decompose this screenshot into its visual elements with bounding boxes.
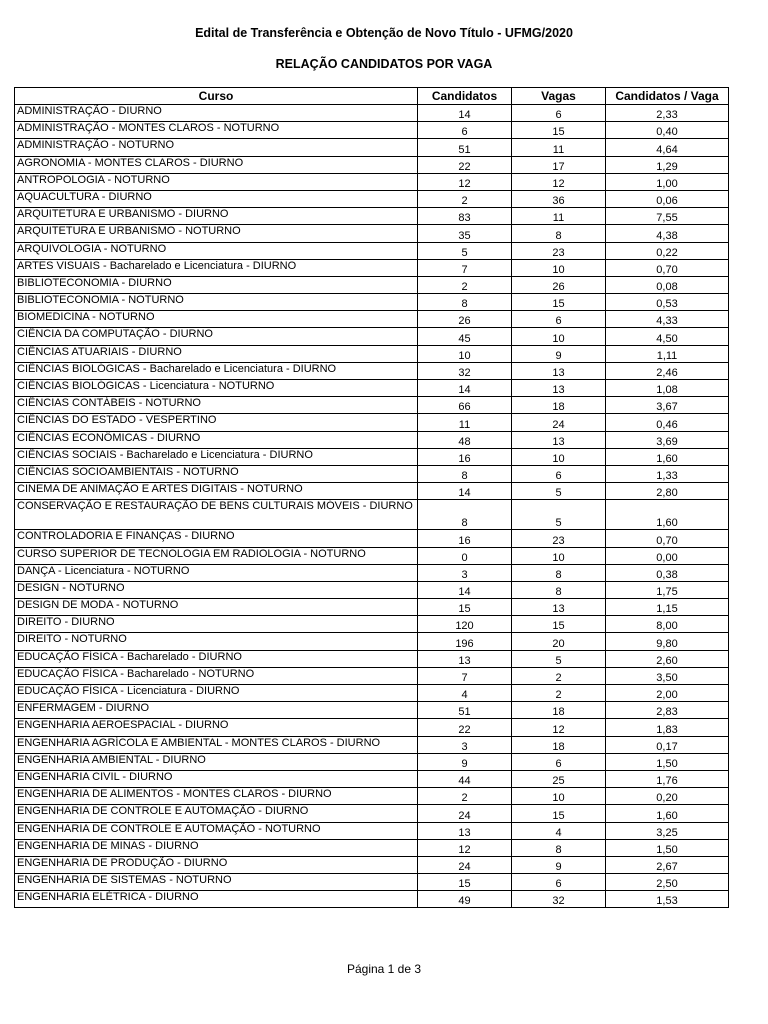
vacancies-cell: 2 xyxy=(512,685,606,702)
course-name-cell: DESIGN - NOTURNO xyxy=(15,581,418,598)
candidates-cell: 2 xyxy=(418,276,512,293)
course-name-cell: CIÊNCIA DA COMPUTAÇÃO - DIURNO xyxy=(15,328,418,345)
course-name-cell: ENGENHARIA CIVIL - DIURNO xyxy=(15,770,418,787)
candidates-cell: 26 xyxy=(418,311,512,328)
vacancies-cell: 15 xyxy=(512,122,606,139)
table-row xyxy=(15,685,729,702)
ratio-cell: 7,55 xyxy=(606,208,729,225)
table-row xyxy=(15,242,729,259)
vacancies-cell: 6 xyxy=(512,753,606,770)
table-row xyxy=(15,448,729,465)
candidates-cell: 8 xyxy=(418,294,512,311)
candidates-cell: 16 xyxy=(418,530,512,547)
candidates-cell: 13 xyxy=(418,650,512,667)
ratio-cell: 1,60 xyxy=(606,448,729,465)
course-name-cell: CONSERVAÇÃO E RESTAURAÇÃO DE BENS CULTURAIS MÓVEIS - DIURNO xyxy=(15,500,418,530)
candidates-cell: 7 xyxy=(418,259,512,276)
course-name-cell: CIÊNCIAS SOCIOAMBIENTAIS - NOTURNO xyxy=(15,465,418,482)
ratio-cell: 1,29 xyxy=(606,156,729,173)
table-row xyxy=(15,839,729,856)
vacancies-cell: 13 xyxy=(512,362,606,379)
course-name-cell: ADMINISTRAÇÃO - NOTURNO xyxy=(15,139,418,156)
table-row xyxy=(15,667,729,684)
vacancies-cell: 12 xyxy=(512,173,606,190)
vacancies-cell: 18 xyxy=(512,397,606,414)
table-row xyxy=(15,564,729,581)
candidates-cell: 3 xyxy=(418,736,512,753)
candidates-cell: 13 xyxy=(418,822,512,839)
course-name-cell: DIREITO - DIURNO xyxy=(15,616,418,633)
candidates-cell: 48 xyxy=(418,431,512,448)
course-name-cell: CIÊNCIAS CONTÁBEIS - NOTURNO xyxy=(15,397,418,414)
vacancies-cell: 32 xyxy=(512,891,606,908)
table-header-row xyxy=(15,88,729,105)
vacancies-cell: 5 xyxy=(512,500,606,530)
vacancies-cell: 9 xyxy=(512,345,606,362)
vacancies-cell: 36 xyxy=(512,190,606,207)
vacancies-cell: 18 xyxy=(512,702,606,719)
course-name-cell: CINEMA DE ANIMAÇÃO E ARTES DIGITAIS - NOTURNO xyxy=(15,483,418,500)
candidates-cell: 4 xyxy=(418,685,512,702)
table-row xyxy=(15,547,729,564)
ratio-cell: 1,76 xyxy=(606,770,729,787)
table-row xyxy=(15,294,729,311)
table-row xyxy=(15,276,729,293)
table-row xyxy=(15,891,729,908)
vacancies-cell: 6 xyxy=(512,311,606,328)
vacancies-cell: 12 xyxy=(512,719,606,736)
ratio-cell: 1,60 xyxy=(606,805,729,822)
vacancies-cell: 25 xyxy=(512,770,606,787)
ratio-cell: 2,33 xyxy=(606,105,729,122)
vacancies-cell: 8 xyxy=(512,581,606,598)
ratio-cell: 0,53 xyxy=(606,294,729,311)
ratio-cell: 3,69 xyxy=(606,431,729,448)
column-header-curso: Curso xyxy=(15,88,418,105)
table-row xyxy=(15,616,729,633)
table-row xyxy=(15,311,729,328)
vacancies-cell: 13 xyxy=(512,599,606,616)
table-row xyxy=(15,581,729,598)
table-row xyxy=(15,259,729,276)
document-title: Edital de Transferência e Obtenção de Novo Título - UFMG/2020 xyxy=(195,26,573,40)
candidates-cell: 83 xyxy=(418,208,512,225)
ratio-cell: 1,15 xyxy=(606,599,729,616)
table-row xyxy=(15,483,729,500)
candidates-cell: 6 xyxy=(418,122,512,139)
course-name-cell: DANÇA - Licenciatura - NOTURNO xyxy=(15,564,418,581)
vacancies-cell: 13 xyxy=(512,431,606,448)
candidates-cell: 15 xyxy=(418,874,512,891)
course-name-cell: CURSO SUPERIOR DE TECNOLOGIA EM RADIOLOGIA - NOTURNO xyxy=(15,547,418,564)
course-name-cell: ARQUIVOLOGIA - NOTURNO xyxy=(15,242,418,259)
table-row xyxy=(15,190,729,207)
vacancies-cell: 5 xyxy=(512,650,606,667)
table-row xyxy=(15,736,729,753)
table-row xyxy=(15,362,729,379)
candidates-cell: 51 xyxy=(418,702,512,719)
course-name-cell: ENGENHARIA ELÉTRICA - DIURNO xyxy=(15,891,418,908)
candidates-cell: 24 xyxy=(418,805,512,822)
table-row xyxy=(15,465,729,482)
column-header-candidatos-por-vaga: Candidatos / Vaga xyxy=(606,88,729,105)
course-name-cell: ARQUITETURA E URBANISMO - NOTURNO xyxy=(15,225,418,242)
ratio-cell: 4,38 xyxy=(606,225,729,242)
candidates-cell: 196 xyxy=(418,633,512,650)
ratio-cell: 1,75 xyxy=(606,581,729,598)
candidates-cell: 120 xyxy=(418,616,512,633)
page-number: Página 1 de 3 xyxy=(346,962,422,976)
course-name-cell: ENGENHARIA DE PRODUÇÃO - DIURNO xyxy=(15,856,418,873)
candidates-cell: 22 xyxy=(418,156,512,173)
table-row xyxy=(15,753,729,770)
table-row xyxy=(15,139,729,156)
vacancies-cell: 11 xyxy=(512,208,606,225)
table-row xyxy=(15,414,729,431)
ratio-cell: 2,50 xyxy=(606,874,729,891)
vacancies-cell: 26 xyxy=(512,276,606,293)
table-body xyxy=(15,105,729,908)
candidates-cell: 8 xyxy=(418,465,512,482)
course-name-cell: AQUACULTURA - DIURNO xyxy=(15,190,418,207)
table-row xyxy=(15,822,729,839)
table-row xyxy=(15,719,729,736)
table-row xyxy=(15,702,729,719)
vacancies-cell: 10 xyxy=(512,328,606,345)
vacancies-cell: 10 xyxy=(512,547,606,564)
ratio-cell: 0,22 xyxy=(606,242,729,259)
vacancies-cell: 20 xyxy=(512,633,606,650)
vacancies-cell: 8 xyxy=(512,225,606,242)
course-name-cell: DIREITO - NOTURNO xyxy=(15,633,418,650)
candidates-cell: 9 xyxy=(418,753,512,770)
candidates-cell: 45 xyxy=(418,328,512,345)
ratio-cell: 0,17 xyxy=(606,736,729,753)
table-row xyxy=(15,599,729,616)
ratio-cell: 0,40 xyxy=(606,122,729,139)
ratio-cell: 2,60 xyxy=(606,650,729,667)
vacancies-cell: 18 xyxy=(512,736,606,753)
course-name-cell: ENGENHARIA DE MINAS - DIURNO xyxy=(15,839,418,856)
course-name-cell: ENGENHARIA AGRÍCOLA E AMBIENTAL - MONTES CLAROS - DIURNO xyxy=(15,736,418,753)
column-header-vagas: Vagas xyxy=(512,88,606,105)
candidates-cell: 2 xyxy=(418,190,512,207)
table-row xyxy=(15,500,729,530)
course-name-cell: EDUCAÇÃO FÍSICA - Bacharelado - NOTURNO xyxy=(15,667,418,684)
ratio-cell: 0,06 xyxy=(606,190,729,207)
ratio-cell: 1,83 xyxy=(606,719,729,736)
candidates-cell: 11 xyxy=(418,414,512,431)
candidates-table xyxy=(14,87,729,908)
candidates-cell: 2 xyxy=(418,788,512,805)
course-name-cell: ADMINISTRAÇÃO - MONTES CLAROS - NOTURNO xyxy=(15,122,418,139)
table-row xyxy=(15,380,729,397)
table-row xyxy=(15,122,729,139)
course-name-cell: EDUCAÇÃO FÍSICA - Bacharelado - DIURNO xyxy=(15,650,418,667)
vacancies-cell: 2 xyxy=(512,667,606,684)
ratio-cell: 1,00 xyxy=(606,173,729,190)
ratio-cell: 0,20 xyxy=(606,788,729,805)
ratio-cell: 0,46 xyxy=(606,414,729,431)
vacancies-cell: 6 xyxy=(512,105,606,122)
ratio-cell: 1,08 xyxy=(606,380,729,397)
candidates-cell: 32 xyxy=(418,362,512,379)
candidates-cell: 35 xyxy=(418,225,512,242)
ratio-cell: 1,11 xyxy=(606,345,729,362)
candidates-cell: 0 xyxy=(418,547,512,564)
course-name-cell: CIÊNCIAS DO ESTADO - VESPERTINO xyxy=(15,414,418,431)
table-row xyxy=(15,345,729,362)
course-name-cell: CIÊNCIAS ECONÔMICAS - DIURNO xyxy=(15,431,418,448)
ratio-cell: 2,67 xyxy=(606,856,729,873)
candidates-cell: 14 xyxy=(418,483,512,500)
vacancies-cell: 24 xyxy=(512,414,606,431)
ratio-cell: 0,70 xyxy=(606,259,729,276)
course-name-cell: CIÊNCIAS BIOLÓGICAS - Licenciatura - NOTURNO xyxy=(15,380,418,397)
candidates-cell: 10 xyxy=(418,345,512,362)
vacancies-cell: 15 xyxy=(512,805,606,822)
ratio-cell: 8,00 xyxy=(606,616,729,633)
vacancies-cell: 23 xyxy=(512,530,606,547)
candidates-cell: 24 xyxy=(418,856,512,873)
candidates-cell: 5 xyxy=(418,242,512,259)
ratio-cell: 1,60 xyxy=(606,500,729,530)
candidates-cell: 8 xyxy=(418,500,512,530)
candidates-cell: 12 xyxy=(418,173,512,190)
ratio-cell: 3,67 xyxy=(606,397,729,414)
ratio-cell: 2,00 xyxy=(606,685,729,702)
ratio-cell: 1,33 xyxy=(606,465,729,482)
vacancies-cell: 15 xyxy=(512,294,606,311)
course-name-cell: ENFERMAGEM - DIURNO xyxy=(15,702,418,719)
table-row xyxy=(15,431,729,448)
ratio-cell: 1,50 xyxy=(606,839,729,856)
ratio-cell: 1,50 xyxy=(606,753,729,770)
ratio-cell: 0,08 xyxy=(606,276,729,293)
course-name-cell: DESIGN DE MODA - NOTURNO xyxy=(15,599,418,616)
table-row xyxy=(15,397,729,414)
vacancies-cell: 4 xyxy=(512,822,606,839)
table-row xyxy=(15,805,729,822)
candidates-cell: 7 xyxy=(418,667,512,684)
course-name-cell: ARTES VISUAIS - Bacharelado e Licenciatura - DIURNO xyxy=(15,259,418,276)
candidates-cell: 14 xyxy=(418,105,512,122)
document-subtitle: RELAÇÃO CANDIDATOS POR VAGA xyxy=(275,57,493,71)
table-row xyxy=(15,633,729,650)
candidates-cell: 12 xyxy=(418,839,512,856)
table-row xyxy=(15,173,729,190)
course-name-cell: BIBLIOTECONOMIA - NOTURNO xyxy=(15,294,418,311)
course-name-cell: ADMINISTRAÇÃO - DIURNO xyxy=(15,105,418,122)
candidates-cell: 66 xyxy=(418,397,512,414)
vacancies-cell: 15 xyxy=(512,616,606,633)
ratio-cell: 4,64 xyxy=(606,139,729,156)
candidates-cell: 14 xyxy=(418,380,512,397)
ratio-cell: 9,80 xyxy=(606,633,729,650)
table-row xyxy=(15,530,729,547)
ratio-cell: 3,25 xyxy=(606,822,729,839)
ratio-cell: 2,80 xyxy=(606,483,729,500)
vacancies-cell: 5 xyxy=(512,483,606,500)
table-row xyxy=(15,650,729,667)
course-name-cell: EDUCAÇÃO FÍSICA - Licenciatura - DIURNO xyxy=(15,685,418,702)
ratio-cell: 4,33 xyxy=(606,311,729,328)
course-name-cell: ARQUITETURA E URBANISMO - DIURNO xyxy=(15,208,418,225)
course-name-cell: ENGENHARIA AEROESPACIAL - DIURNO xyxy=(15,719,418,736)
vacancies-cell: 8 xyxy=(512,839,606,856)
candidates-cell: 51 xyxy=(418,139,512,156)
candidates-cell: 22 xyxy=(418,719,512,736)
vacancies-cell: 13 xyxy=(512,380,606,397)
ratio-cell: 0,00 xyxy=(606,547,729,564)
vacancies-cell: 6 xyxy=(512,874,606,891)
candidates-cell: 3 xyxy=(418,564,512,581)
ratio-cell: 0,38 xyxy=(606,564,729,581)
candidates-cell: 15 xyxy=(418,599,512,616)
table-row xyxy=(15,788,729,805)
column-header-candidatos: Candidatos xyxy=(418,88,512,105)
ratio-cell: 4,50 xyxy=(606,328,729,345)
table-row xyxy=(15,225,729,242)
table-row xyxy=(15,208,729,225)
table-row xyxy=(15,156,729,173)
vacancies-cell: 10 xyxy=(512,448,606,465)
course-name-cell: ENGENHARIA DE ALIMENTOS - MONTES CLAROS - DIURNO xyxy=(15,788,418,805)
vacancies-cell: 11 xyxy=(512,139,606,156)
vacancies-cell: 9 xyxy=(512,856,606,873)
vacancies-cell: 10 xyxy=(512,259,606,276)
course-name-cell: ENGENHARIA DE CONTROLE E AUTOMAÇÃO - NOTURNO xyxy=(15,822,418,839)
course-name-cell: AGRONOMIA - MONTES CLAROS - DIURNO xyxy=(15,156,418,173)
course-name-cell: CONTROLADORIA E FINANÇAS - DIURNO xyxy=(15,530,418,547)
vacancies-cell: 10 xyxy=(512,788,606,805)
candidates-cell: 49 xyxy=(418,891,512,908)
course-name-cell: BIOMEDICINA - NOTURNO xyxy=(15,311,418,328)
vacancies-cell: 17 xyxy=(512,156,606,173)
vacancies-cell: 23 xyxy=(512,242,606,259)
course-name-cell: ENGENHARIA DE CONTROLE E AUTOMAÇÃO - DIURNO xyxy=(15,805,418,822)
ratio-cell: 2,46 xyxy=(606,362,729,379)
candidates-cell: 16 xyxy=(418,448,512,465)
ratio-cell: 3,50 xyxy=(606,667,729,684)
ratio-cell: 0,70 xyxy=(606,530,729,547)
course-name-cell: CIÊNCIAS SOCIAIS - Bacharelado e Licenciatura - DIURNO xyxy=(15,448,418,465)
vacancies-cell: 6 xyxy=(512,465,606,482)
course-name-cell: CIÊNCIAS ATUARIAIS - DIURNO xyxy=(15,345,418,362)
course-name-cell: ENGENHARIA AMBIENTAL - DIURNO xyxy=(15,753,418,770)
table-row xyxy=(15,328,729,345)
vacancies-cell: 8 xyxy=(512,564,606,581)
table-row xyxy=(15,105,729,122)
table-row xyxy=(15,874,729,891)
course-name-cell: BIBLIOTECONOMIA - DIURNO xyxy=(15,276,418,293)
ratio-cell: 1,53 xyxy=(606,891,729,908)
candidates-cell: 44 xyxy=(418,770,512,787)
ratio-cell: 2,83 xyxy=(606,702,729,719)
table-row xyxy=(15,856,729,873)
candidates-cell: 14 xyxy=(418,581,512,598)
course-name-cell: CIÊNCIAS BIOLÓGICAS - Bacharelado e Licenciatura - DIURNO xyxy=(15,362,418,379)
table-row xyxy=(15,770,729,787)
course-name-cell: ENGENHARIA DE SISTEMAS - NOTURNO xyxy=(15,874,418,891)
course-name-cell: ANTROPOLOGIA - NOTURNO xyxy=(15,173,418,190)
